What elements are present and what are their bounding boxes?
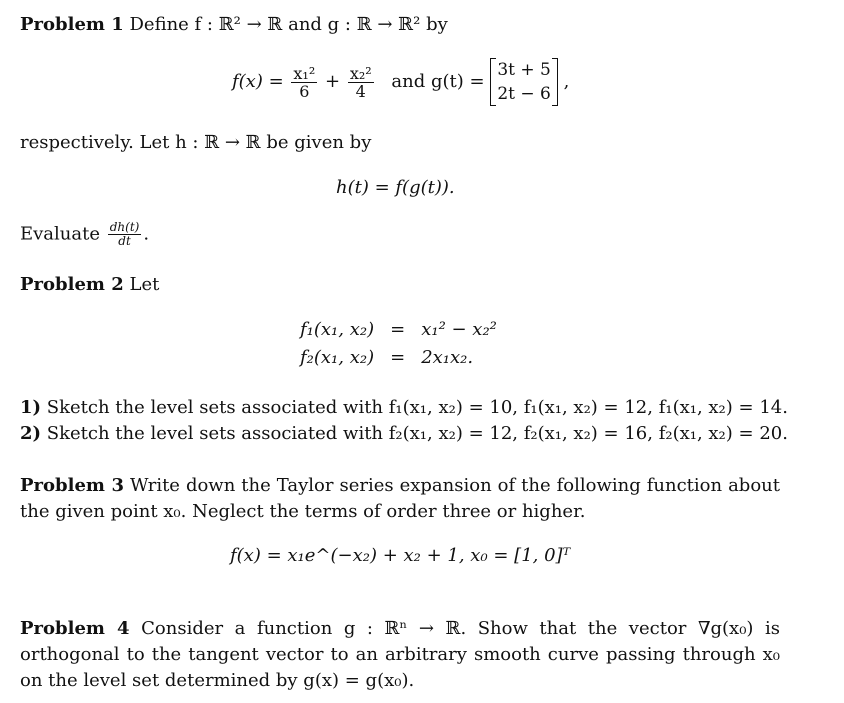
item-number: 1) — [20, 397, 42, 418]
vector-row-1: 3t + 5 — [497, 60, 551, 80]
problem-2-item-2 — [20, 422, 788, 446]
respectively-text: respectively. Let h : ℝ → ℝ be given by — [20, 132, 372, 153]
fraction-denominator: 6 — [299, 81, 310, 101]
item-text: Sketch the level sets associated with f₁(x₁, x₂) = 10, f₁(x₁, x₂) = 12, f₁(x₁, x₂) = 14. — [46, 397, 788, 418]
problem-1-intro — [20, 13, 448, 37]
item-text: Sketch the level sets associated with f₂(x₁, x₂) = 12, f₂(x₁, x₂) = 16, f₂(x₁, x₂) = 20. — [46, 423, 788, 444]
f1-lhs: f₁(x₁, x₂) — [300, 319, 375, 340]
f-definition-lhs: f(x) = — [232, 71, 284, 92]
problem-2-item-1 — [20, 396, 788, 420]
equation-row-f1 — [292, 316, 505, 344]
problem-2-equations — [292, 316, 505, 372]
derivative-denominator: dt — [118, 234, 131, 248]
fraction-denominator: 4 — [355, 81, 366, 101]
fraction-numerator: x₂² — [349, 63, 372, 83]
item-number: 2) — [20, 423, 42, 444]
fraction-x1-over-6 — [291, 65, 317, 100]
equals-sign: = — [390, 347, 406, 368]
problem-4-heading: Problem 4 — [20, 618, 130, 639]
fraction-numerator: x₁² — [293, 63, 316, 83]
h-equation: h(t) = f(g(t)). — [336, 177, 455, 198]
derivative-numerator: dh(t) — [109, 220, 140, 234]
fraction-x2-over-4 — [348, 65, 374, 100]
problem-3-equation: f(x) = x₁e^(−x₂) + x₂ + 1, x₀ = [1, 0]ᵀ — [230, 545, 571, 566]
g-column-vector — [490, 58, 558, 106]
problem-3-heading: Problem 3 — [20, 475, 125, 496]
evaluate-line — [20, 221, 149, 248]
g-definition-lhs: and g(t) = — [391, 71, 485, 92]
problem-4-text: Consider a function g : ℝⁿ → ℝ. Show that the vector ∇g(x₀) is orthogonal to the tangent vector to an arbitrary smooth curve passing through x₀ on the level set determined by g(x) = g(x₀). — [20, 618, 780, 691]
f2-rhs: 2x₁x₂. — [421, 347, 474, 368]
evaluate-period: . — [143, 223, 150, 245]
plus-sign: + — [325, 71, 341, 92]
evaluate-text: Evaluate — [20, 223, 101, 245]
problem-1-definitions — [232, 58, 569, 106]
problem-2-heading: Problem 2 — [20, 274, 124, 295]
equation-row-f2 — [292, 344, 505, 372]
equals-sign: = — [390, 319, 406, 340]
problem-1-heading: Problem 1 — [20, 14, 124, 35]
problem-3-paragraph — [20, 473, 780, 525]
problem-2-intro-text: Let — [129, 274, 160, 295]
problem-2-intro — [20, 273, 159, 297]
problem-3-text: Write down the Taylor series expansion of the following function about the given point x₀. Neglect the terms of order three or higher. — [20, 475, 780, 522]
problem-1-intro-text: Define f : ℝ² → ℝ and g : ℝ → ℝ² by — [129, 14, 448, 35]
vector-row-2: 2t − 6 — [497, 84, 551, 104]
definition-comma: , — [563, 71, 570, 92]
problem-4-paragraph — [20, 616, 780, 694]
f1-rhs: x₁² − x₂² — [421, 319, 497, 340]
f2-lhs: f₂(x₁, x₂) — [300, 347, 375, 368]
derivative-fraction — [108, 221, 142, 248]
